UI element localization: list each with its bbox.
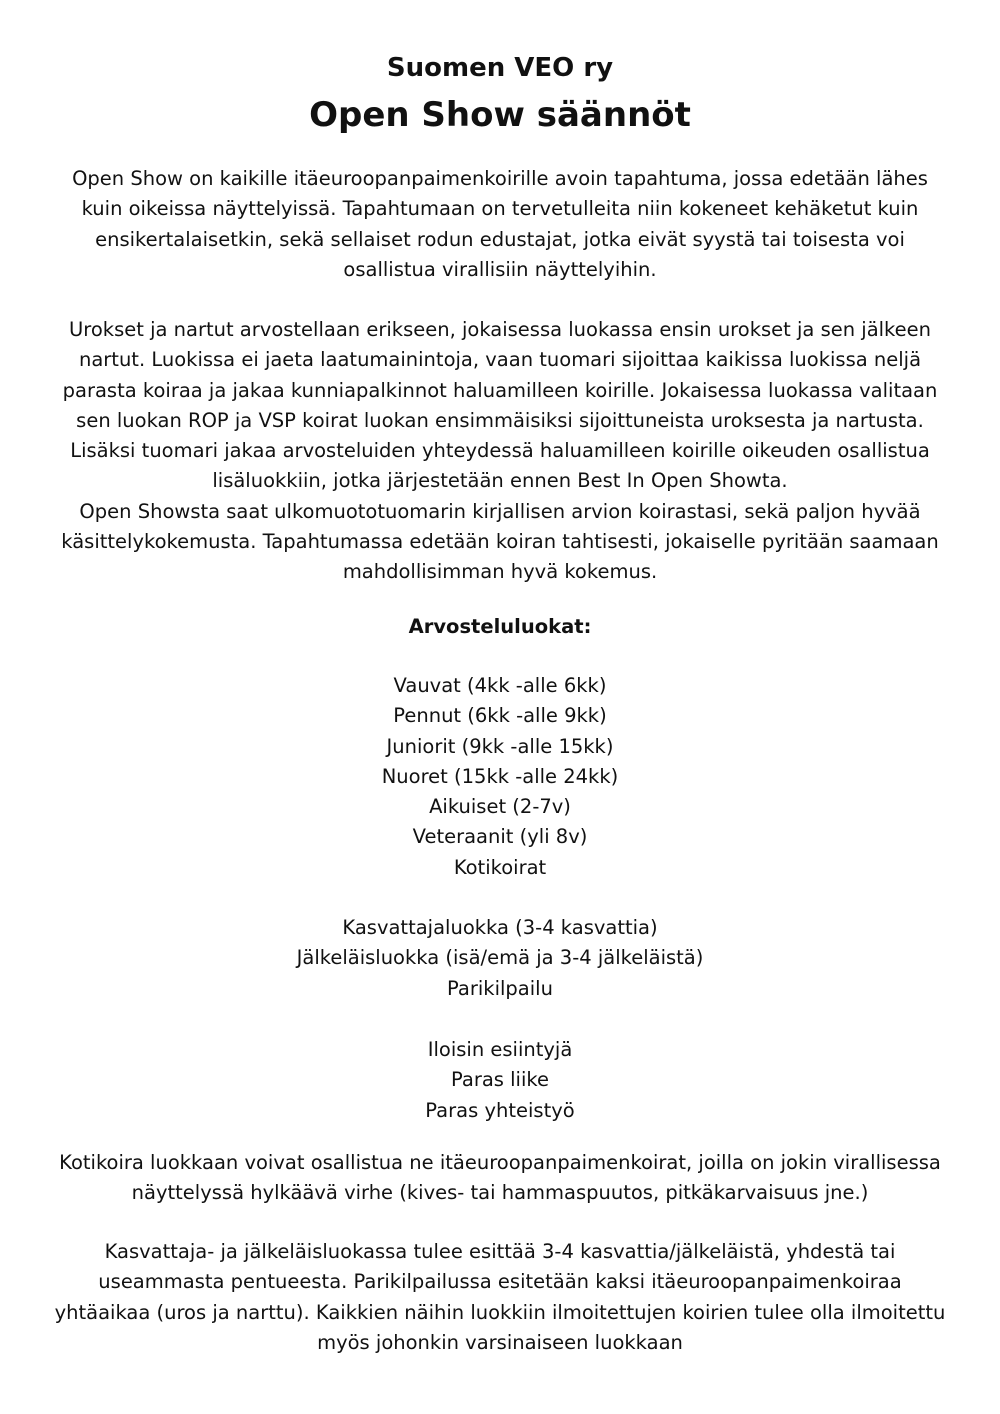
paragraph-line: Kotikoira luokkaan voivat osallistua ne itäeuroopanpaimenkoirat, joilla on jokin virallisessa (59, 1151, 941, 1174)
intro-paragraph (30, 164, 970, 285)
list-item: Vauvat (4kk -alle 6kk) (393, 674, 607, 697)
special-classes-list (30, 1035, 970, 1126)
rules-paragraph (30, 315, 970, 588)
list-item: Nuoret (15kk -alle 24kk) (381, 764, 619, 788)
paragraph-line: Open Showsta saat ulkomuototuomarin kirjallisen arvion koirastasi, sekä paljon hyvää (79, 499, 921, 523)
list-item: Veteraanit (yli 8v) (412, 825, 588, 849)
home-dog-paragraph (30, 1148, 970, 1209)
paragraph-line: mahdollisimman hyvä kokemus. (342, 560, 658, 584)
list-item: Jälkeläisluokka (isä/emä ja 3-4 jälkeläistä) (296, 946, 704, 970)
list-item: Iloisin esiintyjä (427, 1038, 573, 1061)
list-item: Aikuiset (2-7v) (429, 795, 571, 819)
paragraph-line: Kasvattaja- ja jälkeläisluokassa tulee esittää 3-4 kasvattia/jälkeläistä, yhdestä tai (104, 1240, 896, 1263)
page-title: Open Show säännöt (309, 95, 691, 135)
paragraph-line: ensikertalaisetkin, sekä sellaiset rodun edustajat, jotka eivät syystä tai toisesta voi (95, 227, 905, 251)
paragraph-line: näyttelyssä hylkäävä virhe (kives- tai hammaspuutos, pitkäkarvaisuus jne.) (131, 1181, 869, 1205)
breeder-paragraph (30, 1237, 970, 1358)
list-item: Juniorit (9kk -alle 15kk) (386, 734, 614, 758)
list-item: Pennut (6kk -alle 9kk) (393, 704, 607, 728)
list-item: Parikilpailu (447, 976, 553, 1000)
main-classes-list (30, 671, 970, 883)
paragraph-line: yhtäaikaa (uros ja narttu). Kaikkien näihin luokkiin ilmoitettujen koirien tulee olla ilmoitettu (54, 1300, 946, 1324)
paragraph-line: kuin oikeissa näyttelyissä. Tapahtumaan on tervetulleita niin kokeneet kehäketut kuin (81, 197, 919, 221)
paragraph-line: myös johonkin varsinaiseen luokkaan (317, 1330, 683, 1354)
paragraph-line: Lisäksi tuomari jakaa arvosteluiden yhteydessä haluamilleen koirille oikeuden osallistua (70, 439, 930, 463)
group-classes-list (30, 913, 970, 1004)
list-item: Paras yhteistyö (425, 1098, 575, 1122)
paragraph-line: useammasta pentueesta. Parikilpailussa esitetään kaksi itäeuroopanpaimenkoiraa (98, 1270, 902, 1294)
classes-heading: Arvosteluluokat: (408, 615, 592, 638)
paragraph-line: parasta koiraa ja jakaa kunniapalkinnot haluamilleen koirille. Jokaisessa luokassa valitaan (62, 378, 938, 402)
paragraph-line: lisäluokkiin, jotka järjestetään ennen Best In Open Showta. (212, 469, 788, 493)
paragraph-line: sen luokan ROP ja VSP koirat luokan ensimmäisiksi sijoittuneista uroksesta ja nartusta. (76, 408, 924, 432)
organization-name: Suomen VEO ry (386, 53, 614, 83)
paragraph-line: käsittelykokemusta. Tapahtumassa edetään koiran tahtisesti, jokaiselle pyritään saamaan (61, 530, 939, 554)
list-item: Kasvattajaluokka (3-4 kasvattia) (342, 916, 658, 939)
list-item: Kotikoirat (453, 855, 547, 879)
paragraph-line: nartut. Luokissa ei jaeta laatumainintoja, vaan tuomari sijoittaa kaikissa luokissa neljä (78, 348, 922, 372)
paragraph-line: Open Show on kaikille itäeuroopanpaimenkoirille avoin tapahtuma, jossa edetään lähes (72, 167, 928, 190)
paragraph-line: Urokset ja nartut arvostellaan erikseen, jokaisessa luokassa ensin urokset ja sen jälkeen (68, 318, 932, 341)
list-item: Paras liike (450, 1068, 549, 1092)
paragraph-line: osallistua virallisiin näyttelyihin. (343, 257, 657, 281)
